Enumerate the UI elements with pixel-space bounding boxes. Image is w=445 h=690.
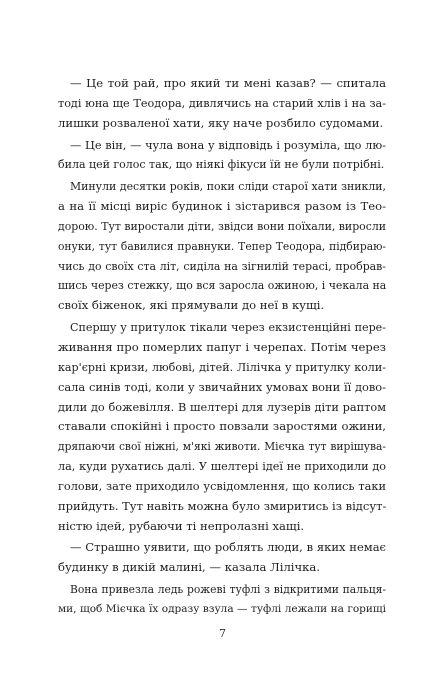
- text-line: дили до божевілля. В шелтері для лузерів діти раптом: [58, 400, 386, 414]
- text-line: ми, щоб Мієчка їх одразу взула — туфлі лежали на горищі: [58, 602, 386, 615]
- text-line: ністю ідей, рубаючи ті непролазні хащі.: [58, 518, 305, 533]
- text-line: ла, куди рухатись далі. У шелтері ідеї не приходили до: [58, 460, 386, 474]
- text-line: сала синів тоді, коли у звичайних умовах вони її дово-: [58, 379, 386, 394]
- page-number: 7: [219, 627, 226, 640]
- text-line: онуки, тут бавилися правнуки. Тепер Теодора, підбираю-: [58, 239, 386, 253]
- text-line: своїх біженок, які прямували до неї в кущі.: [58, 298, 325, 313]
- text-line: чись до своїх ста літ, сиділа на зігнилій терасі, пробрав-: [58, 259, 386, 273]
- text-line: а на її місці виріс будинок і зістарився разом із Тео-: [58, 199, 386, 214]
- text-line: била цей голос так, що ніякі фікуси їй не були потрібні.: [58, 158, 385, 172]
- page-body: [58, 74, 386, 622]
- paragraph: [58, 136, 386, 176]
- text-line: будинку в дикій малині, — казала Лілічка.: [58, 560, 321, 575]
- text-line: голови, зате приходило усвідомлення, що колись таки: [58, 479, 386, 493]
- text-line: — Це той рай, про який ти мені казав? — спитала: [70, 76, 386, 90]
- text-line: Вона привезла ледь рожеві туфлі з відкритими пальця-: [70, 583, 386, 597]
- text-line: дряпаючи свої ніжні, м'які животи. Мієчка тут вирішува-: [58, 440, 386, 454]
- paragraph: [58, 580, 386, 620]
- text-line: живання про померлих папуг і черепах. Потім через: [58, 339, 386, 354]
- text-line: ставали спокійні і просто повзали заростями ожини,: [58, 419, 386, 434]
- text-line: кар'єрні кризи, любові, дітей. Лілічка у притулку коли-: [58, 360, 386, 374]
- paragraph: [58, 538, 386, 578]
- text-line: дорою. Тут виростали діти, звідси вони поїхали, виросли: [58, 219, 386, 233]
- paragraph: [58, 74, 386, 134]
- text-line: шись через стежку, що вся заросла ожиною, і чекала на: [58, 279, 387, 293]
- text-line: — Страшно уявити, що роблять люди, в яких немає: [70, 540, 386, 555]
- text-line: тоді юна ще Теодора, дивлячись на старий хлів і на за-: [58, 96, 386, 110]
- text-line: Спершу у притулок тікали через екзистенційні пере-: [70, 321, 386, 335]
- paragraph: [58, 318, 386, 536]
- paragraph: [58, 177, 386, 316]
- text-line: лишки розваленої хати, яку наче розбило судомами.: [58, 115, 384, 130]
- text-line: Минули десятки років, поки сліди старої хати зникли,: [70, 180, 386, 194]
- text-line: — Це він, — чула вона у відповідь і розуміла, що лю-: [70, 138, 386, 152]
- text-line: прийдуть. Тут навіть можна було змиритись із відсут-: [58, 498, 387, 513]
